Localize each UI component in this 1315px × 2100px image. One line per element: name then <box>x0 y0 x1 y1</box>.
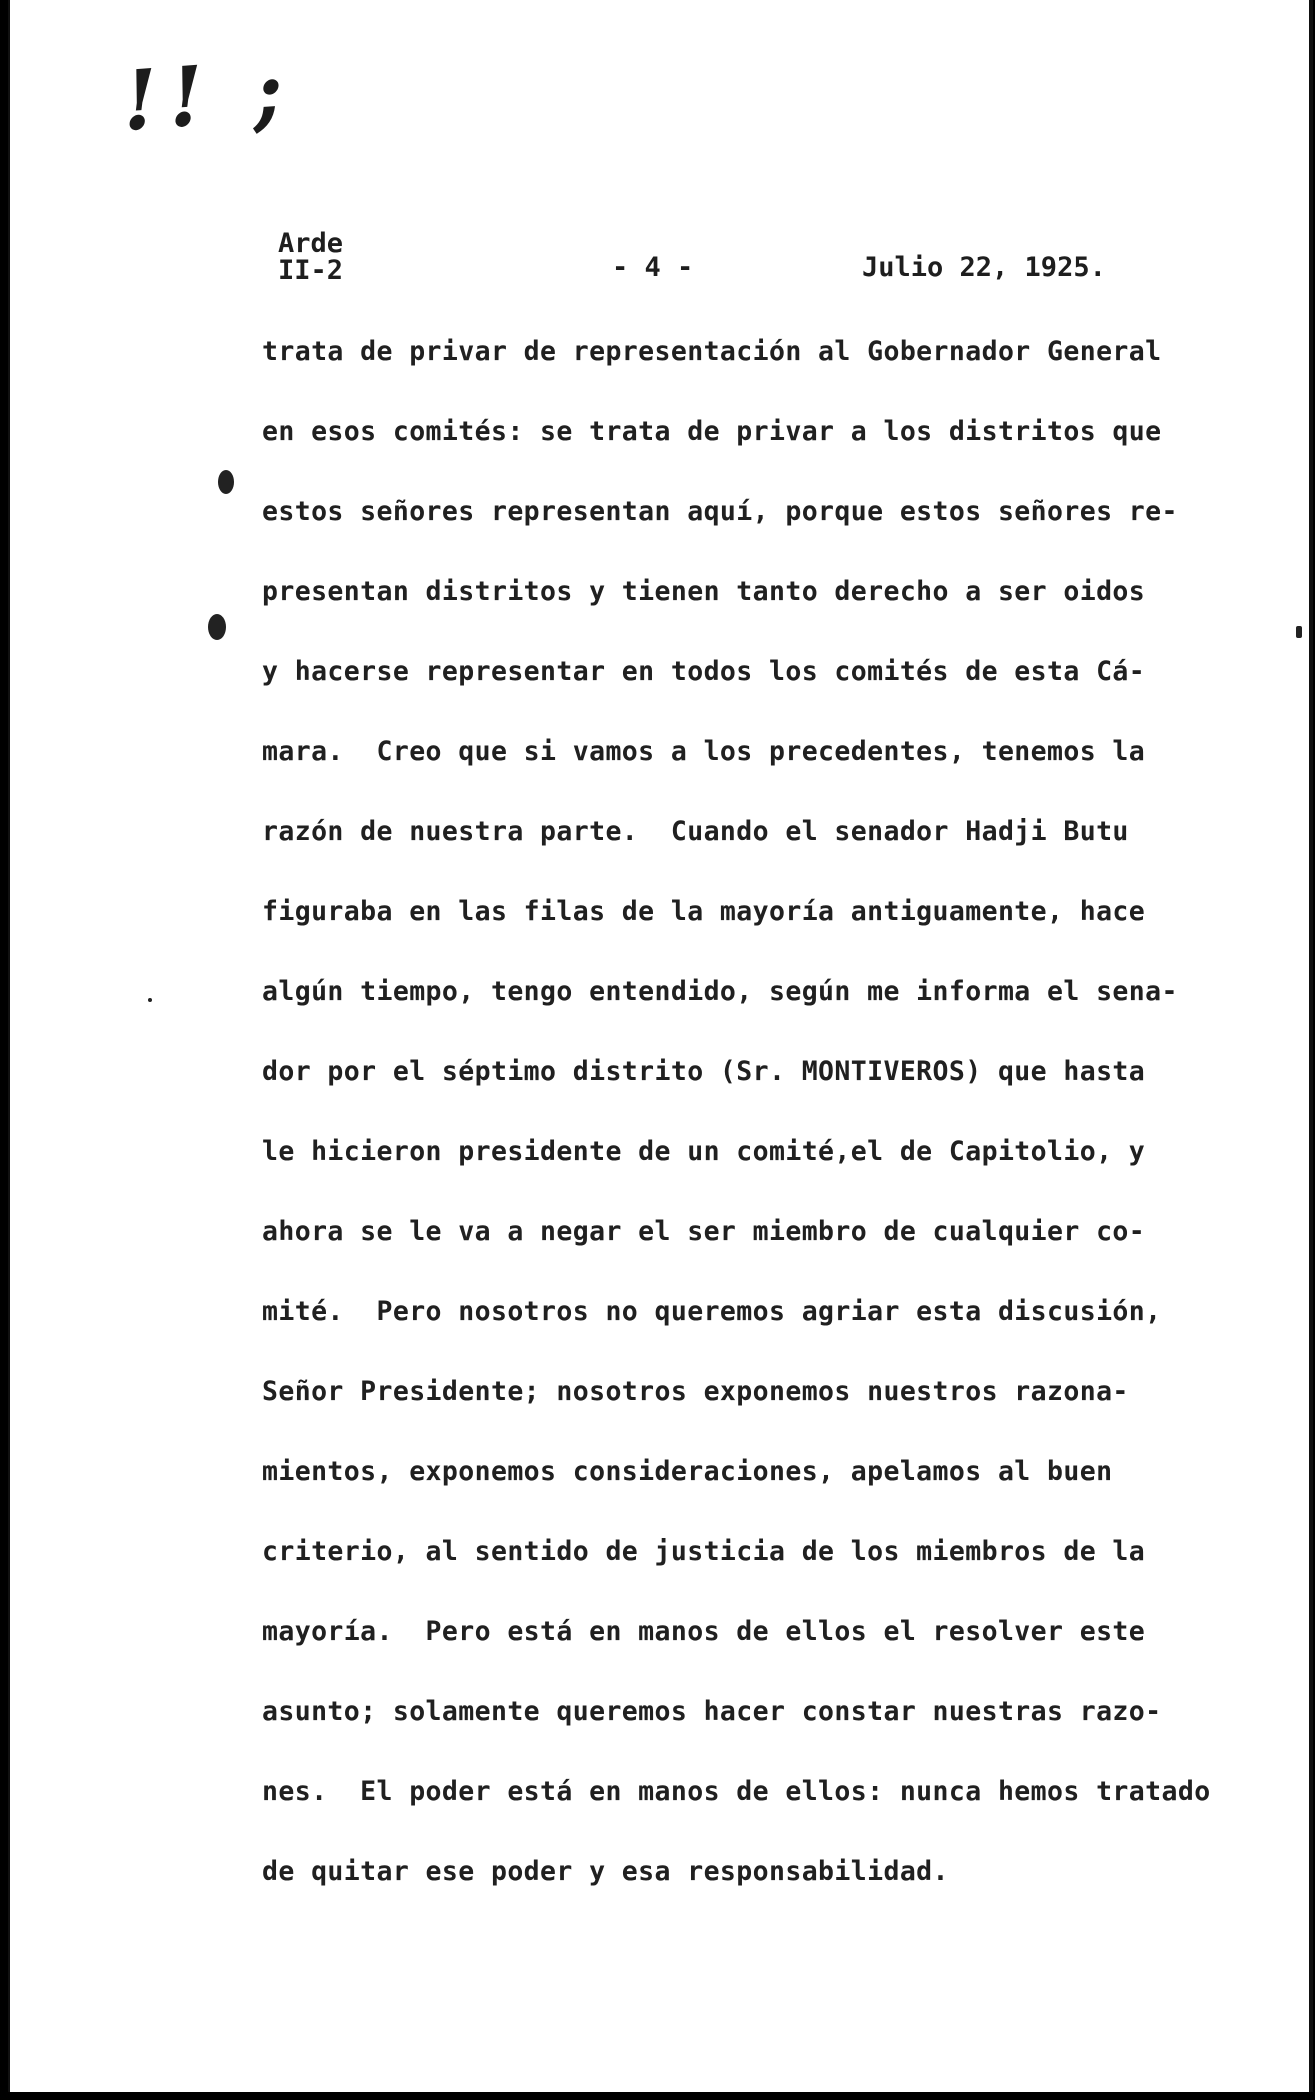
margin-annotation: !! ; <box>118 42 296 150</box>
reference-line-1: Arde <box>278 228 344 259</box>
text-line: de quitar ese poder y esa responsabilidad. <box>262 1856 949 1887</box>
reference-code <box>278 230 343 284</box>
text-line: mité. Pero nosotros no queremos agriar esta discusión, <box>262 1296 1162 1327</box>
text-line: criterio, al sentido de justicia de los miembros de la <box>262 1536 1146 1567</box>
text-line: algún tiempo, tengo entendido, según me informa el sena- <box>262 976 1178 1007</box>
text-line: ahora se le va a negar el ser miembro de cualquier co- <box>262 1216 1146 1247</box>
document-page <box>8 0 1313 2092</box>
ink-spot <box>218 470 234 494</box>
text-line: asunto; solamente queremos hacer constar nuestras razo- <box>262 1696 1162 1727</box>
page-header <box>272 230 1112 290</box>
text-line: nes. El poder está en manos de ellos: nunca hemos tratado <box>262 1776 1211 1807</box>
text-line: dor por el séptimo distrito (Sr. MONTIVEROS) que hasta <box>262 1056 1146 1087</box>
text-line: Señor Presidente; nosotros exponemos nuestros razona- <box>262 1376 1129 1407</box>
text-line: mayoría. Pero está en manos de ellos el resolver este <box>262 1616 1146 1647</box>
ink-spot <box>148 998 152 1002</box>
ink-spot <box>208 614 226 640</box>
reference-line-2: II-2 <box>278 255 344 286</box>
body-text <box>262 322 1211 1922</box>
text-line: trata de privar de representación al Gobernador General <box>262 336 1162 367</box>
text-line: mientos, exponemos consideraciones, apelamos al buen <box>262 1456 1113 1487</box>
text-line: mara. Creo que si vamos a los precedentes, tenemos la <box>262 736 1146 767</box>
text-line: razón de nuestra parte. Cuando el senador Hadji Butu <box>262 816 1129 847</box>
text-line: en esos comités: se trata de privar a los distritos que <box>262 416 1162 447</box>
document-date: Julio 22, 1925. <box>862 252 1106 283</box>
text-line: presentan distritos y tienen tanto derecho a ser oidos <box>262 576 1146 607</box>
text-line: estos señores representan aquí, porque estos señores re- <box>262 496 1178 527</box>
text-line: figuraba en las filas de la mayoría antiguamente, hace <box>262 896 1146 927</box>
text-line: le hicieron presidente de un comité,el de Capitolio, y <box>262 1136 1146 1167</box>
text-line: y hacerse representar en todos los comités de esta Cá- <box>262 656 1146 687</box>
ink-spot <box>1296 626 1302 638</box>
page-number: - 4 - <box>612 252 694 283</box>
